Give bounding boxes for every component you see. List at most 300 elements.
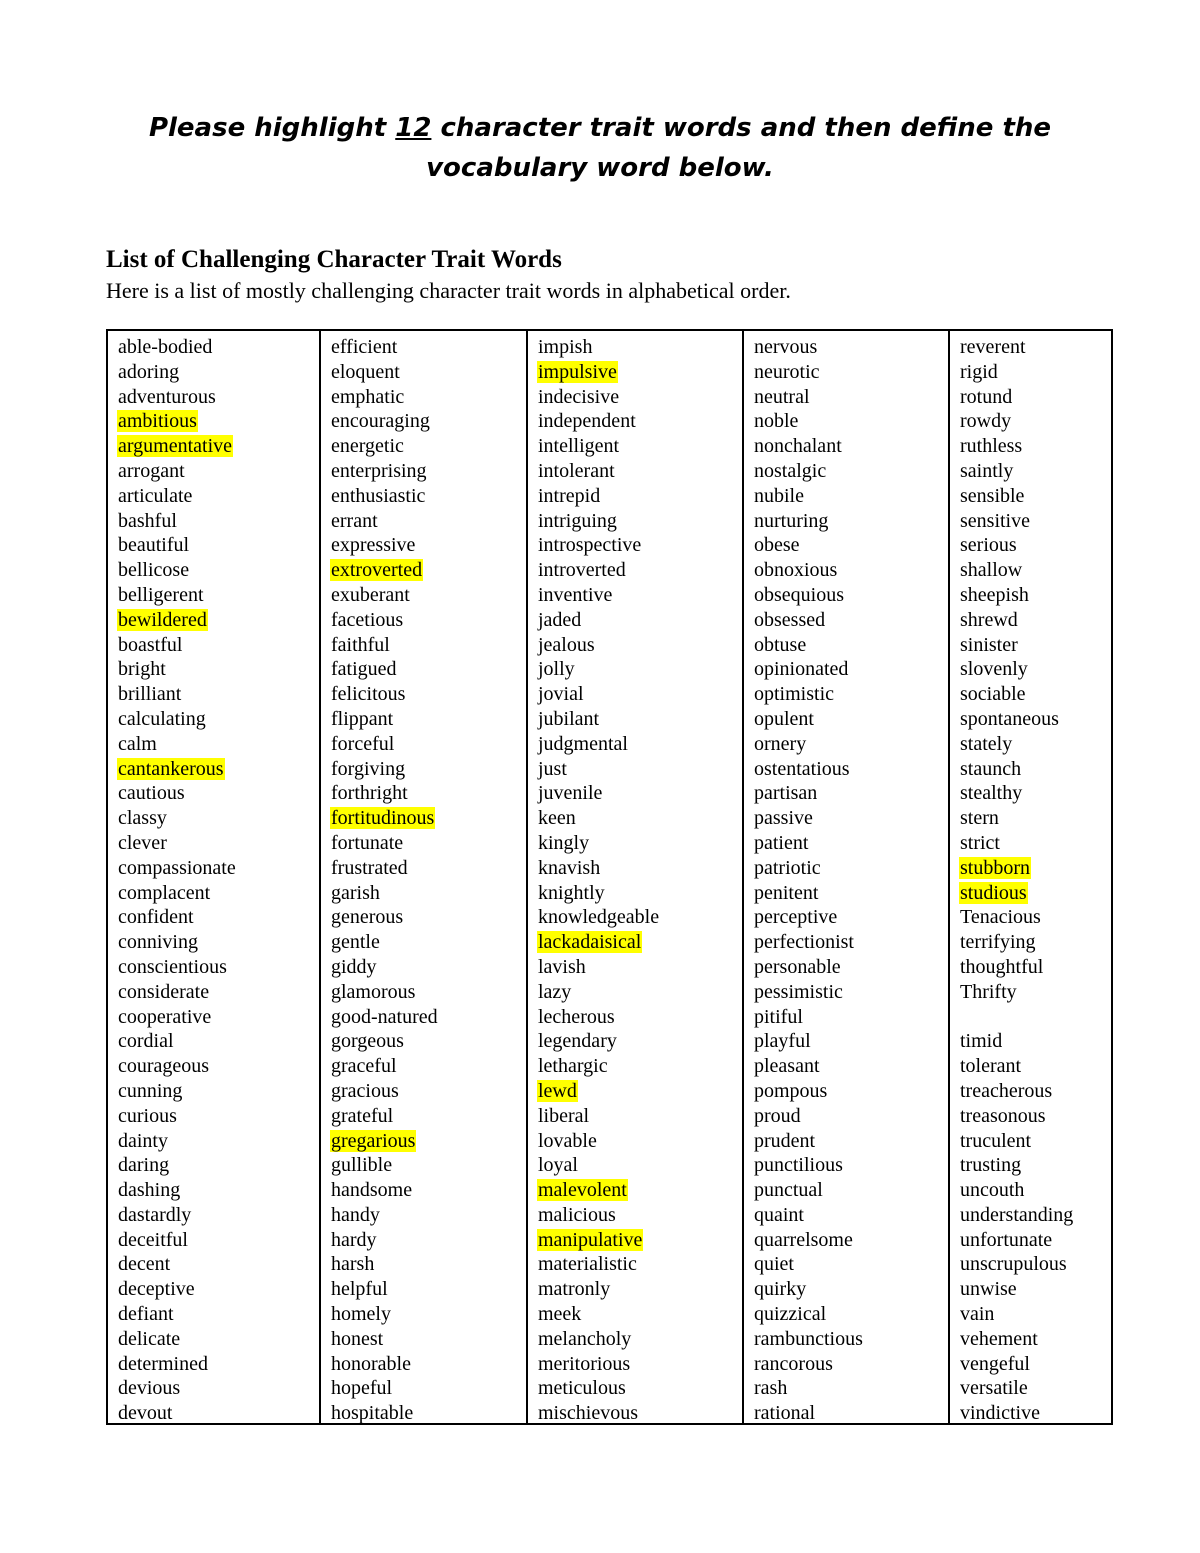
trait-word [537,1005,742,1030]
trait-word-text: opinionated [754,658,849,681]
trait-word-text: brilliant [118,683,182,706]
trait-word [117,360,319,385]
trait-word [330,930,526,955]
trait-word-text: handy [331,1203,380,1226]
trait-word [959,1376,1111,1401]
trait-word-text: honorable [331,1352,411,1375]
trait-word [753,1029,948,1054]
trait-word-text: sensible [960,484,1025,507]
trait-word-text: ostentatious [754,757,850,780]
trait-word-text: terrifying [960,931,1036,954]
trait-word [330,831,526,856]
trait-word [117,1079,319,1104]
trait-word-text: unscrupulous [960,1253,1067,1276]
trait-word-text: errant [331,509,378,532]
trait-word [117,1054,319,1079]
trait-word [753,484,948,509]
trait-word-text: meticulous [538,1377,626,1400]
trait-word-text: nostalgic [754,459,827,482]
trait-word-text: knavish [538,856,601,879]
trait-word [117,732,319,757]
trait-word [537,881,742,906]
trait-word-text: classy [118,807,167,830]
table-column-5 [950,331,1111,1423]
trait-word [959,1178,1111,1203]
trait-word [537,1327,742,1352]
trait-word-text: vehement [960,1327,1038,1350]
trait-word [753,360,948,385]
trait-word-text: nonchalant [754,435,842,458]
trait-word [753,1104,948,1129]
trait-word [753,1401,948,1426]
trait-word [959,781,1111,806]
trait-word [753,930,948,955]
trait-word-text: determined [118,1352,208,1375]
trait-word-text: able-bodied [118,336,213,358]
trait-word [959,608,1111,633]
trait-word-text: versatile [960,1377,1028,1400]
trait-word-text: introverted [538,559,626,582]
highlighted-trait-word [537,1079,742,1104]
trait-word-text: bright [118,658,166,681]
trait-word-text: quiet [754,1253,794,1276]
trait-word [330,385,526,410]
trait-word [117,583,319,608]
trait-word-text: fortunate [331,831,404,854]
trait-word-text: matronly [538,1278,611,1301]
trait-word-text: sheepish [960,583,1029,606]
trait-word [117,484,319,509]
highlighted-trait-word [117,608,319,633]
table-column-4 [744,331,950,1423]
trait-word [753,1129,948,1154]
trait-word-text: gracious [331,1079,399,1102]
trait-word-text: rambunctious [754,1327,863,1350]
trait-word [537,633,742,658]
trait-word-text: enterprising [331,459,427,482]
trait-word-text: loyal [538,1154,578,1177]
trait-word-text: quizzical [754,1303,827,1326]
trait-word [330,682,526,707]
trait-word-text: spontaneous [960,707,1059,730]
trait-word [330,881,526,906]
instructions-part2: character trait words and then define the vocabulary word below. [426,113,1052,183]
trait-word-text: encouraging [331,410,430,433]
trait-word-text: punctual [754,1179,823,1202]
trait-word-text: rancorous [754,1352,833,1375]
trait-word-text: vain [960,1303,995,1326]
highlighted-trait-word [537,1178,742,1203]
trait-word-text: sinister [960,633,1018,656]
trait-word [753,980,948,1005]
trait-word-text: gullible [331,1154,393,1177]
trait-word [753,732,948,757]
trait-word-table [106,329,1113,1425]
trait-word [753,385,948,410]
trait-word-text: perceptive [754,906,838,929]
trait-word [117,1178,319,1203]
trait-word [330,1252,526,1277]
trait-word [537,558,742,583]
trait-word-text: calm [118,732,157,755]
trait-word-text: passive [754,807,813,830]
trait-word-text: adventurous [118,385,216,408]
trait-word [117,558,319,583]
trait-word-text: frustrated [331,856,408,879]
trait-word-text: jolly [538,658,575,681]
trait-word [330,980,526,1005]
trait-word-text: pessimistic [754,980,843,1003]
trait-word-text: judgmental [538,732,628,755]
trait-word [753,757,948,782]
trait-word-text: intriguing [538,509,617,532]
trait-word-text: nurturing [754,509,829,532]
trait-word [959,434,1111,459]
trait-word-text: dashing [118,1179,181,1202]
trait-word-text: honest [331,1327,384,1350]
trait-word [330,1228,526,1253]
trait-word [117,1277,319,1302]
trait-word-text: pompous [754,1079,828,1102]
trait-word-text: ornery [754,732,807,755]
trait-word-text: lewd [538,1079,577,1102]
trait-word-text: homely [331,1303,391,1326]
trait-word [117,1228,319,1253]
trait-word-text: emphatic [331,385,405,408]
trait-word [959,1277,1111,1302]
trait-word [330,781,526,806]
trait-word [537,484,742,509]
trait-word-text: neurotic [754,360,820,383]
trait-word [537,1302,742,1327]
trait-word [117,657,319,682]
trait-word-text: stern [960,807,999,830]
trait-word [117,385,319,410]
trait-word [117,1104,319,1129]
trait-word-text: cunning [118,1079,183,1102]
trait-word [330,1005,526,1030]
trait-word-text: extroverted [331,559,423,582]
trait-word-text: gregarious [331,1129,416,1152]
trait-word [959,930,1111,955]
trait-word-text: quaint [754,1203,804,1226]
trait-word [330,1178,526,1203]
trait-word-text: unwise [960,1278,1017,1301]
trait-word [959,1228,1111,1253]
trait-word-text: giddy [331,955,377,978]
trait-word-text: optimistic [754,683,834,706]
instructions-part1: Please highlight [148,113,396,143]
trait-word-text: bellicose [118,559,190,582]
trait-word-text: kingly [538,831,590,854]
trait-word-text: daring [118,1154,170,1177]
trait-word [117,633,319,658]
trait-word-text [959,1006,961,1028]
trait-word-text: jubilant [538,707,600,730]
trait-word [537,781,742,806]
trait-word-text: lavish [538,955,586,978]
trait-word [537,757,742,782]
trait-word-text: knowledgeable [538,906,660,929]
trait-word-text: complacent [118,881,211,904]
trait-word [537,583,742,608]
trait-word [959,533,1111,558]
highlighted-trait-word [959,856,1111,881]
trait-word-text: legendary [538,1030,617,1053]
trait-word-text: helpful [331,1278,388,1301]
trait-word-text: tolerant [960,1055,1022,1078]
trait-word [959,1401,1111,1426]
trait-word [753,781,948,806]
trait-word-text: cautious [118,782,185,805]
trait-word [959,905,1111,930]
trait-word [330,1104,526,1129]
trait-word-text: generous [331,906,404,929]
trait-word [753,707,948,732]
trait-word-text: malevolent [538,1179,627,1202]
trait-word-text: cantankerous [118,757,224,780]
trait-word [959,360,1111,385]
trait-word [753,1228,948,1253]
trait-word [753,509,948,534]
trait-word [753,831,948,856]
trait-word-text: indecisive [538,385,620,408]
trait-word-text: obsequious [754,583,844,606]
trait-word-text: understanding [960,1203,1074,1226]
trait-word-text: partisan [754,782,818,805]
trait-word [330,1029,526,1054]
trait-word [537,409,742,434]
trait-word [959,1005,1111,1030]
trait-word-text: pleasant [754,1055,820,1078]
trait-word-text: opulent [754,707,814,730]
trait-word [753,881,948,906]
trait-word-text: confident [118,906,194,929]
trait-word [537,1401,742,1426]
trait-word [753,335,948,360]
trait-word-text: shallow [960,559,1023,582]
trait-word [537,1054,742,1079]
trait-word-text: Tenacious [960,906,1041,929]
trait-word-text: timid [960,1030,1003,1053]
trait-word-text: conscientious [118,955,227,978]
trait-word-text: cooperative [118,1005,212,1028]
trait-word-text: staunch [960,757,1022,780]
trait-word [753,856,948,881]
trait-word-text: adoring [118,360,180,383]
trait-word-text: hopeful [331,1377,393,1400]
trait-word-text: articulate [118,484,193,507]
trait-word-text: exuberant [331,583,410,606]
trait-word [959,1129,1111,1154]
trait-word [753,1005,948,1030]
highlighted-trait-word [117,434,319,459]
trait-word [117,980,319,1005]
trait-word [959,633,1111,658]
trait-word-text: calculating [118,707,206,730]
trait-word-text: jaded [538,608,582,631]
list-title: List of Challenging Character Trait Words [106,246,562,273]
trait-word [753,955,948,980]
trait-word-text: trusting [960,1154,1022,1177]
trait-word-text: introspective [538,534,642,557]
trait-word [330,1153,526,1178]
trait-word [753,1054,948,1079]
trait-word-text: deceitful [118,1228,188,1251]
trait-word [959,385,1111,410]
trait-word [330,484,526,509]
trait-word-text: quirky [754,1278,807,1301]
trait-word-text: obtuse [754,633,807,656]
trait-word-text: forgiving [331,757,406,780]
trait-word [330,409,526,434]
trait-word [959,955,1111,980]
trait-word [537,980,742,1005]
trait-word-text: lackadaisical [538,931,642,954]
trait-word [330,1054,526,1079]
trait-word [117,1327,319,1352]
trait-word [753,1079,948,1104]
trait-word-text: knightly [538,881,605,904]
trait-word-text: personable [754,955,841,978]
trait-word-text: proud [754,1104,801,1127]
trait-word [330,1352,526,1377]
trait-word-text: impulsive [538,360,617,383]
instructions-heading [100,108,1100,188]
trait-word-text: faithful [331,633,390,656]
trait-word [753,533,948,558]
trait-word-text: lazy [538,980,572,1003]
trait-word [959,335,1111,360]
trait-word-text: handsome [331,1179,413,1202]
trait-word-text: liberal [538,1104,590,1127]
trait-word [537,806,742,831]
trait-word [537,1252,742,1277]
trait-word [330,1401,526,1426]
trait-word [959,558,1111,583]
trait-word [117,335,319,360]
trait-word [753,1252,948,1277]
trait-word [753,434,948,459]
trait-word [537,335,742,360]
trait-word [117,1352,319,1377]
trait-word-text: impish [538,336,593,358]
trait-word [959,1203,1111,1228]
trait-word-text: efficient [331,336,398,358]
trait-word [330,335,526,360]
trait-word [117,905,319,930]
trait-word [537,459,742,484]
trait-word-text: rigid [960,360,998,383]
trait-word [117,831,319,856]
trait-word [117,955,319,980]
trait-word-text: sociable [960,683,1026,706]
trait-word-text: treacherous [960,1079,1053,1102]
trait-word [117,930,319,955]
trait-word-text: just [538,757,567,780]
trait-word-text: boastful [118,633,183,656]
trait-word-text: obnoxious [754,559,838,582]
trait-word [537,1029,742,1054]
trait-word [330,955,526,980]
trait-word [330,1079,526,1104]
trait-word-text: devout [118,1402,173,1425]
trait-word [117,682,319,707]
trait-word [753,583,948,608]
trait-word [959,1352,1111,1377]
trait-word-text: rowdy [960,410,1012,433]
trait-word [117,1029,319,1054]
trait-word-text: courageous [118,1055,210,1078]
trait-word [117,1376,319,1401]
trait-word-text: compassionate [118,856,236,879]
trait-word [959,657,1111,682]
trait-word [537,732,742,757]
trait-word-text: bashful [118,509,177,532]
trait-word-text: uncouth [960,1179,1025,1202]
trait-word [330,1277,526,1302]
trait-word-text: forthright [331,782,408,805]
trait-word [117,459,319,484]
trait-word-text: obese [754,534,800,557]
trait-word-text: fatigued [331,658,397,681]
trait-word-text: harsh [331,1253,375,1276]
trait-word-text: meritorious [538,1352,631,1375]
trait-word-text: delicate [118,1327,181,1350]
trait-word-text: lethargic [538,1055,608,1078]
trait-word [330,459,526,484]
trait-word [330,360,526,385]
trait-word [959,757,1111,782]
trait-word-text: treasonous [960,1104,1046,1127]
trait-word-text: slovenly [960,658,1028,681]
trait-word-text: malicious [538,1203,616,1226]
trait-word-text: conniving [118,931,198,954]
trait-word-text: patient [754,831,809,854]
trait-word [330,856,526,881]
trait-word-text: independent [538,410,636,433]
trait-word [753,608,948,633]
trait-word-text: bewildered [118,608,207,631]
highlighted-trait-word [117,757,319,782]
trait-word [753,1153,948,1178]
trait-word [959,1029,1111,1054]
trait-word [330,533,526,558]
trait-word-text: graceful [331,1055,397,1078]
trait-word [117,856,319,881]
trait-word [537,1277,742,1302]
trait-word-text: ruthless [960,435,1023,458]
trait-word-text: neutral [754,385,810,408]
highlighted-trait-word [959,881,1111,906]
trait-word [959,1327,1111,1352]
trait-word [753,1302,948,1327]
trait-word [959,806,1111,831]
trait-word [537,385,742,410]
trait-word [537,1352,742,1377]
highlighted-trait-word [330,558,526,583]
trait-word-text: perfectionist [754,931,854,954]
trait-word [959,1104,1111,1129]
trait-word-text: vindictive [960,1402,1040,1425]
trait-word-text: lovable [538,1129,597,1152]
trait-word [959,831,1111,856]
trait-word-text: intrepid [538,484,601,507]
trait-word [117,1252,319,1277]
trait-word [330,905,526,930]
trait-word [537,831,742,856]
trait-word-text: reverent [960,336,1026,358]
